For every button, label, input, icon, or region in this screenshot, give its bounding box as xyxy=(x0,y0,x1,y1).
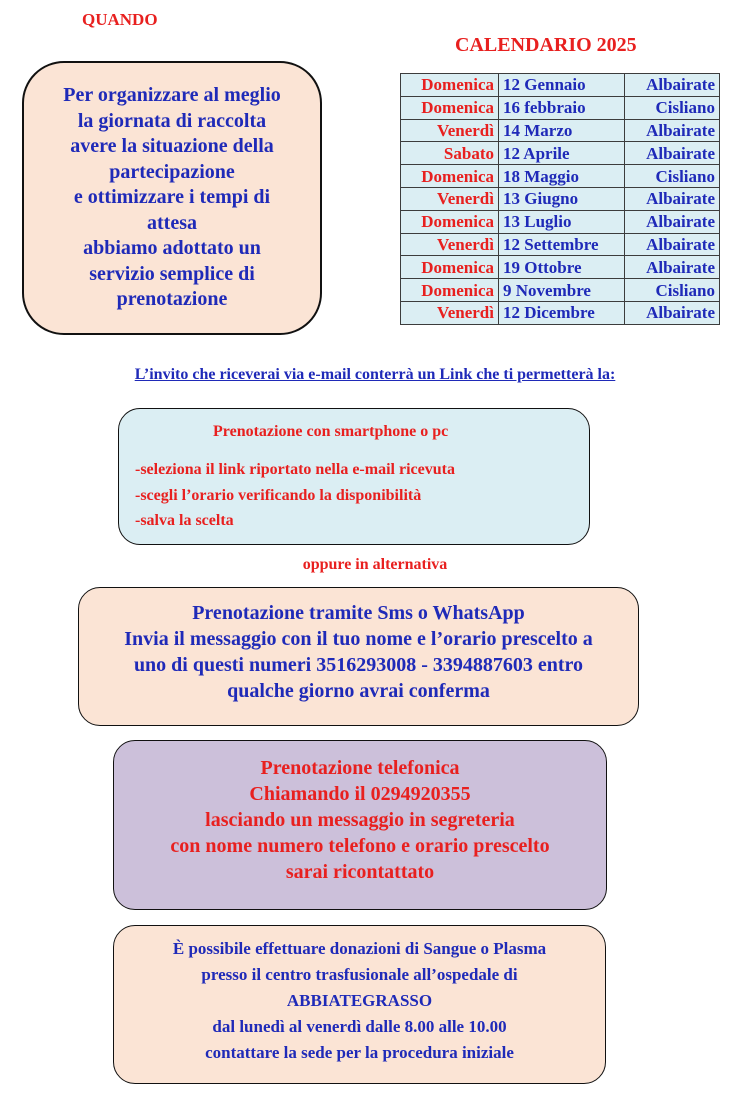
calendar-date: 9 Novembre xyxy=(499,279,625,302)
calendar-day: Domenica xyxy=(401,165,499,188)
calendar-table xyxy=(400,73,720,325)
calendar-date: 14 Marzo xyxy=(499,119,625,142)
calendar-date: 13 Luglio xyxy=(499,210,625,233)
calendar-day: Domenica xyxy=(401,96,499,119)
calendar-place: Albairate xyxy=(625,119,720,142)
calendar-day: Sabato xyxy=(401,142,499,165)
calendar-row xyxy=(401,119,720,142)
when-heading: QUANDO xyxy=(82,10,158,29)
phone-booking-line: Chiamando il 0294920355 xyxy=(249,783,471,805)
donation-line: contattare la sede per la procedura iniziale xyxy=(205,1043,514,1062)
calendar-row xyxy=(401,187,720,210)
calendar-date: 12 Aprile xyxy=(499,142,625,165)
calendar-place: Albairate xyxy=(625,142,720,165)
calendar-day: Domenica xyxy=(401,279,499,302)
alternative-text: oppure in alternativa xyxy=(302,556,448,573)
calendar-date: 12 Gennaio xyxy=(499,74,625,97)
calendar-place: Cisliano xyxy=(625,96,720,119)
smartphone-booking-steps xyxy=(135,457,455,534)
intro-box xyxy=(22,61,322,335)
calendar-date: 12 Settembre xyxy=(499,233,625,256)
calendar-day: Domenica xyxy=(401,210,499,233)
calendar-row xyxy=(401,301,720,324)
calendar-day: Venerdì xyxy=(401,119,499,142)
sms-booking-title: Prenotazione tramite Sms o WhatsApp xyxy=(192,602,525,624)
calendar-place: Cisliano xyxy=(625,165,720,188)
calendar-place: Albairate xyxy=(625,233,720,256)
calendar-day: Venerdì xyxy=(401,233,499,256)
smartphone-booking-title: Prenotazione con smartphone o pc xyxy=(213,423,449,440)
calendar-date: 13 Giugno xyxy=(499,187,625,210)
calendar-place: Albairate xyxy=(625,210,720,233)
calendar-date: 16 febbraio xyxy=(499,96,625,119)
sms-booking-line: qualche giorno avrai conferma xyxy=(227,680,490,702)
donation-line: presso il centro trasfusionale all’ospedale di xyxy=(201,965,518,984)
calendar-day: Venerdì xyxy=(401,301,499,324)
sms-booking-line: uno di questi numeri 3516293008 - 3394887603 entro xyxy=(133,654,584,676)
smartphone-step: -scegli l’orario verificando la disponibilità xyxy=(135,486,422,504)
calendar-row xyxy=(401,142,720,165)
phone-booking-line: con nome numero telefono e orario prescelto xyxy=(170,835,550,857)
sms-booking-box xyxy=(78,587,639,726)
calendar-row xyxy=(401,74,720,97)
donation-line: È possibile effettuare donazioni di Sangue o Plasma xyxy=(172,939,547,958)
donation-hospital: ABBIATEGRASSO xyxy=(286,991,433,1010)
sms-booking-line: Invia il messaggio con il tuo nome e l’orario prescelto a xyxy=(124,628,593,650)
smartphone-booking-box xyxy=(118,408,590,545)
calendar-row xyxy=(401,233,720,256)
calendar-place: Cisliano xyxy=(625,279,720,302)
calendar-place: Albairate xyxy=(625,74,720,97)
calendar-place: Albairate xyxy=(625,256,720,279)
calendar-day: Venerdì xyxy=(401,187,499,210)
calendar-date: 19 Ottobre xyxy=(499,256,625,279)
calendar-row xyxy=(401,210,720,233)
calendar-day: Domenica xyxy=(401,256,499,279)
smartphone-step: -salva la scelta xyxy=(135,512,234,529)
calendar-table-body xyxy=(401,74,720,325)
calendar-date: 18 Maggio xyxy=(499,165,625,188)
phone-booking-box xyxy=(113,740,607,910)
phone-booking-title: Prenotazione telefonica xyxy=(260,757,460,779)
invite-text: L’invito che riceverai via e-mail conterrà un Link che ti permetterà la: xyxy=(134,366,616,383)
donation-info-box xyxy=(113,925,606,1084)
calendar-row xyxy=(401,279,720,302)
phone-booking-line: sarai ricontattato xyxy=(285,861,435,883)
smartphone-step: -seleziona il link riportato nella e-mail ricevuta xyxy=(135,461,455,478)
calendar-place: Albairate xyxy=(625,187,720,210)
calendar-row xyxy=(401,256,720,279)
calendar-place: Albairate xyxy=(625,301,720,324)
intro-text: Per organizzare al meglio la giornata di raccolta avere la situazione della partecipazione e ottimizzare i tempi di attesa abbiamo adottato un servizio semplice di prenotazione xyxy=(63,84,281,311)
phone-booking-line: lasciando un messaggio in segreteria xyxy=(205,809,515,831)
calendar-row xyxy=(401,96,720,119)
calendar-day: Domenica xyxy=(401,74,499,97)
calendar-date: 12 Dicembre xyxy=(499,301,625,324)
donation-hours: dal lunedì al venerdì dalle 8.00 alle 10.00 xyxy=(212,1017,507,1036)
calendar-title: CALENDARIO 2025 xyxy=(455,34,637,56)
calendar-row xyxy=(401,165,720,188)
